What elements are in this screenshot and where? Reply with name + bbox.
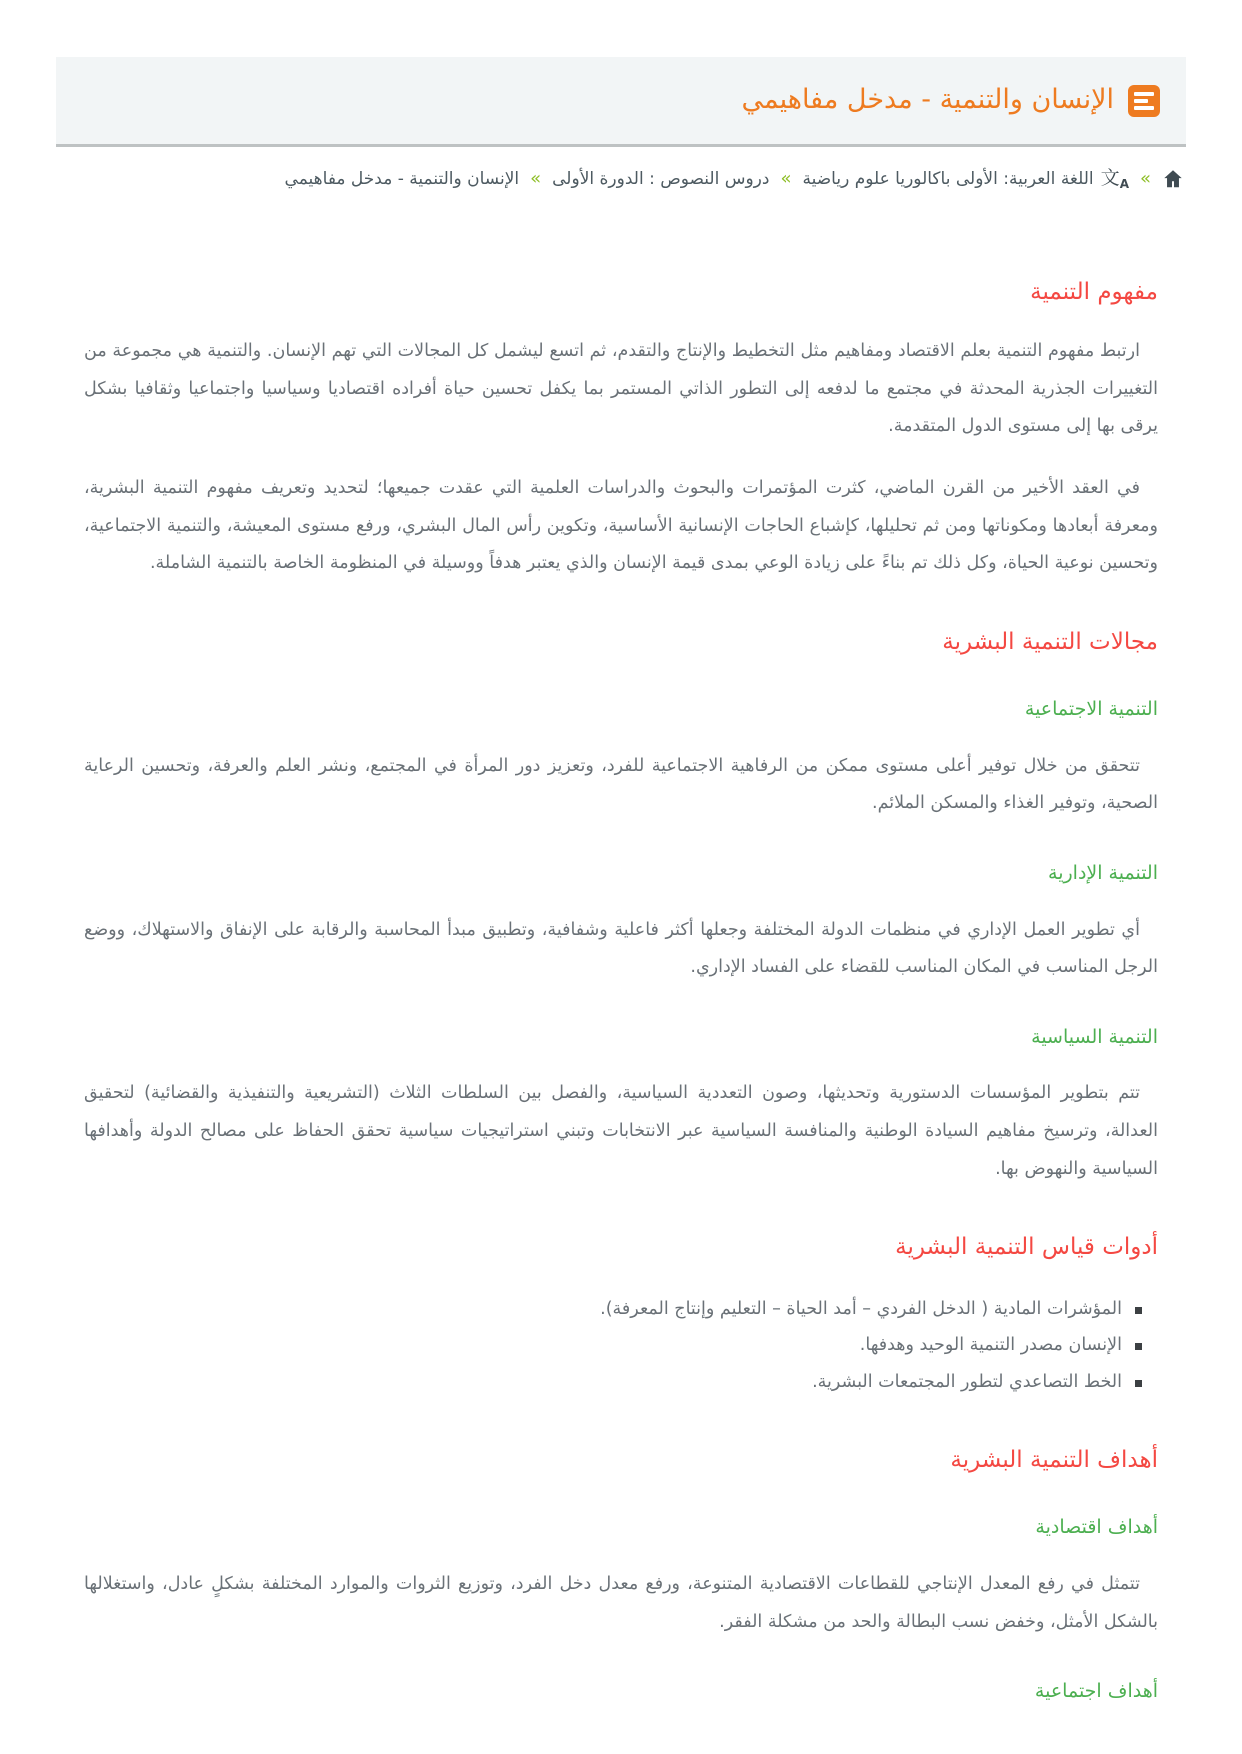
page-container (56, 0, 1186, 1746)
lesson-content (56, 275, 1186, 1746)
paragraph: تتمثل في رفع المعدل الإنتاجي للقطاعات الاقتصادية المتنوعة، ورفع معدل دخل الفرد، وتوزيع الثروات والموارد المختلفة بشكلٍ عادل، واستغلالها بالشكل الأمثل، وخفض نسب البطالة والحد من مشكلة الفقر. (84, 1573, 1158, 1632)
page-title: الإنسان والتنمية - مدخل مفاهيمي (741, 84, 1114, 116)
paragraph: أي تطوير العمل الإداري في منظمات الدولة المختلفة وجعلها أكثر فاعلية وشفافية، وتطبيق مبدأ المحاسبة والرقابة على الإنفاق والاستهلاك، ووضع الرجل المناسب في المكان المناسب للقضاء على الفساد الإداري. (84, 919, 1158, 978)
subheading-economic-goals: أهداف اقتصادية (1035, 1516, 1158, 1539)
paragraph: ارتبط مفهوم التنمية بعلم الاقتصاد ومفاهيم مثل التخطيط والإنتاج والتقدم، ثم اتسع ليشمل كل المجالات التي تهم الإنسان. والتنمية هي مجموعة من التغييرات الجذرية المحدثة في مجتمع ما لدفعه إلى التطور الذاتي المستمر بما يكفل تحسين حياة أفراده اقتصاديا وسياسيا واجتماعيا وثقافيا بشكل يرقى بها إلى مستوى الدول المتقدمة. (84, 341, 1158, 437)
list-icon (1128, 85, 1160, 117)
section-heading-measurement-tools: أدوات قياس التنمية البشرية (895, 1234, 1158, 1261)
breadcrumb-item-course[interactable]: دروس النصوص : الدورة الأولى (552, 168, 770, 189)
translate-icon: 文$_A$ (1100, 166, 1129, 191)
breadcrumb (56, 164, 1186, 195)
title-band (56, 57, 1186, 147)
breadcrumb-separator: « (780, 168, 792, 189)
list-item (84, 1364, 1142, 1401)
list-item-text: المؤشرات المادية ( الدخل الفردي – أمد الحياة – التعليم وإنتاج المعرفة). (600, 1298, 1122, 1319)
breadcrumb-item-label: اللغة العربية: الأولى باكالوريا علوم رياضية (802, 168, 1094, 189)
paragraph: تتحقق من خلال توفير أعلى مستوى ممكن من الرفاهية الاجتماعية للفرد، وتعزيز دور المرأة في المجتمع، ونشر العلم والعرفة، وتحسين الرعاية الصحية، وتوفير الغذاء والمسكن الملائم. (84, 755, 1158, 814)
breadcrumb-separator: « (530, 168, 542, 189)
breadcrumb-item-subject[interactable] (802, 165, 1129, 194)
list-item-text: الخط التصاعدي لتطور المجتمعات البشرية. (812, 1372, 1122, 1393)
section-heading-goals: أهداف التنمية البشرية (950, 1446, 1158, 1473)
subheading-social-development: التنمية الاجتماعية (1024, 698, 1158, 721)
section-heading-concept: مفهوم التنمية (1030, 278, 1158, 305)
subheading-administrative-development: التنمية الإدارية (1048, 862, 1158, 885)
home-icon[interactable] (1162, 168, 1184, 190)
breadcrumb-item-current: الإنسان والتنمية - مدخل مفاهيمي (284, 168, 520, 189)
breadcrumb-separator: « (1139, 168, 1151, 189)
subheading-political-development: التنمية السياسية (1031, 1025, 1158, 1048)
paragraph: في العقد الأخير من القرن الماضي، كثرت المؤتمرات والبحوث والدراسات العلمية التي عقدت جميعها؛ لتحديد وتعريف مفهوم التنمية البشرية، ومعرفة أبعادها ومكوناتها ومن ثم تحليلها، كإشباع الحاجات الإنسانية الأساسية، وتكوين رأس المال البشري، ورفع مستوى المعيشة، والتنمية الاجتماعية، وتحسين نوعية الحياة، وكل ذلك تم بناءً على زيادة الوعي بمدى قيمة الإنسان والذي يعتبر هدفاً ووسيلة في المنظومة الخاصة بالتنمية الشاملة. (84, 477, 1158, 574)
section-heading-fields: مجالات التنمية البشرية (942, 628, 1158, 655)
subheading-social-goals: أهداف اجتماعية (1034, 1680, 1158, 1703)
list-item-text: الإنسان مصدر التنمية الوحيد وهدفها. (859, 1335, 1122, 1356)
list-item (84, 1291, 1142, 1328)
list-item (84, 1327, 1142, 1364)
bullet-list (84, 1291, 1158, 1401)
paragraph: تتم بتطوير المؤسسات الدستورية وتحديثها، وصون التعددية السياسية، والفصل بين السلطات الثلاث (التشريعية والتنفيذية والقضائية) لتحقيق العدالة، وترسيخ مفاهيم السيادة الوطنية والمنافسة السياسية عبر الانتخابات وتبني استراتيجيات سياسية تحقق الحفاظ على مصالح الدولة وأهدافها السياسية والنهوض بها. (84, 1083, 1158, 1179)
square-bullet-icon (1135, 1307, 1142, 1314)
square-bullet-icon (1135, 1380, 1142, 1387)
square-bullet-icon (1135, 1343, 1142, 1350)
